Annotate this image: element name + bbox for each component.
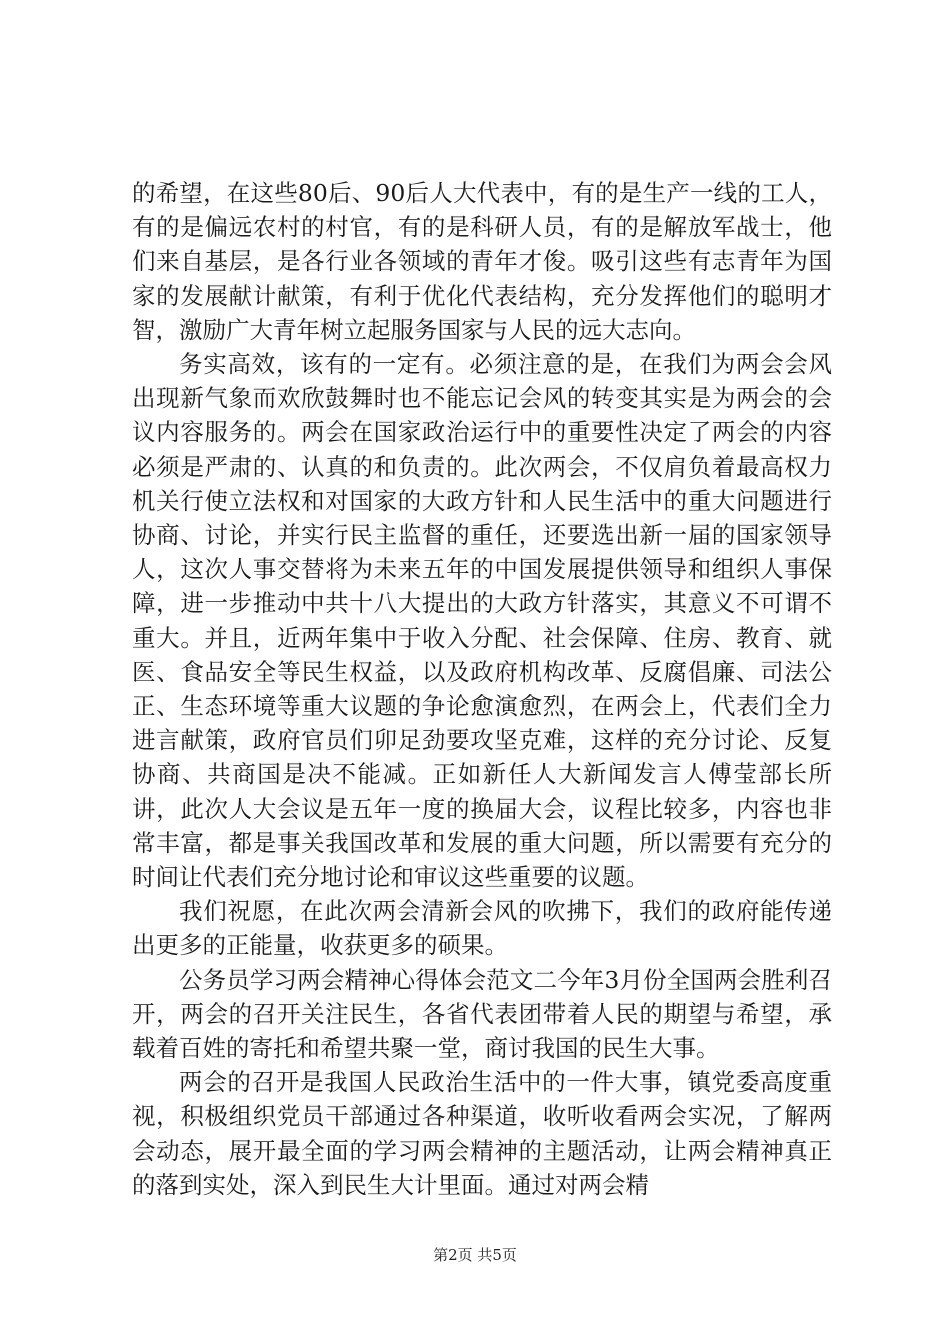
page-footer: 第2页 共5页: [433, 1246, 517, 1264]
paragraph-4: 公务员学习两会精神心得体会范文二今年3月份全国两会胜利召开，两会的召开关注民生，各省代表团带着人民的期望与希望，承载着百姓的寄托和希望共聚一堂，商讨我国的民生大事。: [132, 965, 832, 1063]
paragraph-2: 务实高效，该有的一定有。必须注意的是，在我们为两会会风出现新气象而欢欣鼓舞时也不能忘记会风的转变其实是为两会的会议内容服务的。两会在国家政治运行中的重要性决定了两会的内容必须是严肃的、认真的和负责的。此次两会，不仅肩负着最高权力机关行使立法权和对国家的大政方针和人民生活中的重大问题进行协商、讨论，并实行民主监督的重任，还要选出新一届的国家领导人，这次人事交替将为未来五年的中国发展提供领导和组织人事保障，进一步推动中共十八大提出的大政方针落实，其意义不可谓不重大。并且，近两年集中于收入分配、社会保障、住房、教育、就医、食品安全等民生权益，以及政府机构改革、反腐倡廉、司法公正、生态环境等重大议题的争论愈演愈烈，在两会上，代表们全力进言献策，政府官员们卯足劲要攻坚克难，这样的充分讨论、反复协商、共商国是决不能减。正如新任人大新闻发言人傅莹部长所讲，此次人大会议是五年一度的换届大会，议程比较多，内容也非常丰富，都是事关我国改革和发展的重大问题，所以需要有充分的时间让代表们充分地讨论和审议这些重要的议题。: [132, 350, 832, 892]
paragraph-5: 两会的召开是我国人民政治生活中的一件大事，镇党委高度重视，积极组织党员干部通过各种渠道，收听收看两会实况，了解两会动态，展开最全面的学习两会精神的主题活动，让两会精神真正的落到实处，深入到民生大计里面。通过对两会精: [132, 1068, 832, 1199]
paragraph-1: 的希望，在这些80后、90后人大代表中，有的是生产一线的工人，有的是偏远农村的村官，有的是科研人员，有的是解放军战士，他们来自基层，是各行业各领域的青年才俊。吸引这些有志青年为国家的发展献计献策，有利于优化代表结构，充分发挥他们的聪明才智，激励广大青年树立起服务国家与人民的远大志向。: [132, 179, 832, 344]
document-body: [132, 176, 832, 1202]
paragraph-3: 我们祝愿，在此次两会清新会风的吹拂下，我们的政府能传递出更多的正能量，收获更多的硕果。: [132, 897, 832, 960]
